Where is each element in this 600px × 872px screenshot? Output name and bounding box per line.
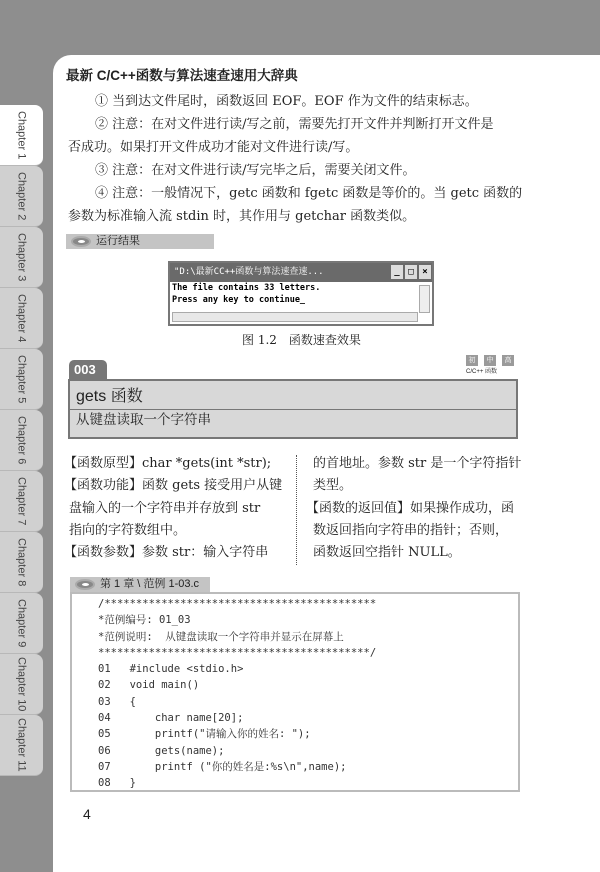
code-file-tab bbox=[70, 577, 210, 592]
code-block bbox=[70, 592, 520, 792]
code-line: 02 void main() bbox=[98, 679, 200, 692]
code-line: 08 } bbox=[98, 777, 136, 790]
chapter-tab-5[interactable] bbox=[0, 349, 43, 410]
code-file-label: 第 1 章 \ 范例 1-03.c bbox=[100, 578, 200, 590]
tab-label: Chapter 4 bbox=[15, 293, 28, 343]
text-line: 盘输入的一个字符串并存放到 str bbox=[69, 500, 261, 516]
vertical-scrollbar[interactable] bbox=[419, 285, 430, 313]
code-line: *范例说明: 从键盘读取一个字符串并显示在屏幕上 bbox=[98, 630, 344, 643]
text-line: 【函数的返回值】如果操作成功，函 bbox=[306, 500, 515, 516]
tab-label: Chapter 10 bbox=[15, 656, 28, 712]
beginner-icon: 初 bbox=[466, 355, 478, 366]
console-output bbox=[170, 282, 432, 306]
close-button[interactable]: × bbox=[419, 265, 431, 279]
level-icons bbox=[466, 355, 514, 366]
text-line: 函数返回空指针 NULL。 bbox=[313, 545, 461, 561]
function-header bbox=[68, 379, 518, 439]
run-result-label: 运行结果 bbox=[96, 235, 140, 247]
code-line: 06 gets(name); bbox=[98, 744, 225, 757]
disc-icon bbox=[75, 579, 95, 590]
run-result-bar bbox=[66, 234, 214, 249]
console-line: Press any key to continue_ bbox=[172, 295, 306, 305]
note-2-cont: 否成功。如果打开文件成功才能对文件进行读/写。 bbox=[68, 140, 359, 155]
code-line: 04 char name[20]; bbox=[98, 712, 244, 725]
tab-label: Chapter 1 bbox=[15, 110, 28, 160]
chapter-tab-6[interactable] bbox=[0, 410, 43, 471]
book-title: 最新 C/C++函数与算法速查速用大辞典 bbox=[66, 68, 298, 83]
maximize-button[interactable]: □ bbox=[405, 265, 417, 279]
tab-label: Chapter 11 bbox=[15, 718, 28, 772]
chapter-tab-11[interactable] bbox=[0, 715, 43, 776]
chapter-tab-10[interactable] bbox=[0, 654, 43, 715]
left-column bbox=[64, 453, 294, 564]
function-number: 003 bbox=[69, 360, 107, 379]
code-line: /******************************************* bbox=[98, 598, 377, 610]
notes bbox=[68, 90, 548, 228]
code-line: 07 printf ("你的姓名是:%s\n",name); bbox=[98, 760, 347, 773]
minimize-button[interactable]: _ bbox=[391, 265, 403, 279]
tab-label: Chapter 5 bbox=[15, 354, 28, 404]
chapter-tab-3[interactable] bbox=[0, 227, 43, 288]
chapter-tab-2[interactable] bbox=[0, 166, 43, 227]
page-number: 4 bbox=[83, 806, 91, 822]
tab-label: Chapter 2 bbox=[15, 171, 28, 221]
code-line: 05 printf("请输入你的姓名: "); bbox=[98, 728, 311, 741]
intermediate-icon: 中 bbox=[484, 355, 496, 366]
note-1: ① 当到达文件尾时，函数返回 EOF。EOF 作为文件的结束标志。 bbox=[95, 94, 478, 109]
tab-label: Chapter 3 bbox=[15, 232, 28, 282]
chapter-tab-7[interactable] bbox=[0, 471, 43, 532]
function-summary: 从键盘读取一个字符串 bbox=[76, 412, 211, 428]
disc-icon bbox=[71, 236, 91, 247]
note-3: ③ 注意：在对文件进行读/写完毕之后，需要关闭文件。 bbox=[95, 163, 416, 178]
right-column bbox=[306, 453, 540, 564]
level-icons-label: C/C++ 函数 bbox=[466, 369, 498, 375]
text-line: 的首地址。参数 str 是一个字符指针 bbox=[313, 456, 522, 471]
console-line: The file contains 33 letters. bbox=[172, 283, 321, 293]
horizontal-scrollbar[interactable] bbox=[172, 312, 418, 322]
note-2: ② 注意：在对文件进行读/写之前，需要先打开文件并判断打开文件是 bbox=[95, 117, 494, 132]
code-line: *******************************************/ bbox=[98, 646, 377, 659]
console-window bbox=[168, 261, 434, 326]
column-divider bbox=[296, 455, 297, 565]
code-line: *范例编号: 01_03 bbox=[98, 614, 191, 627]
tab-label: Chapter 8 bbox=[15, 537, 28, 587]
chapter-tab-1[interactable] bbox=[0, 105, 43, 166]
console-title: "D:\最新CC++函数与算法速查速... bbox=[174, 267, 324, 277]
text-line: 【函数原型】char *gets(int *str); bbox=[64, 456, 272, 471]
tab-label: Chapter 9 bbox=[15, 598, 28, 648]
function-name: gets 函数 bbox=[70, 381, 516, 410]
chapter-tab-9[interactable] bbox=[0, 593, 43, 654]
note-4-cont: 参数为标准输入流 stdin 时，其作用与 getchar 函数类似。 bbox=[68, 209, 416, 224]
text-line: 类型。 bbox=[313, 478, 353, 494]
figure-caption: 图 1.2 函数速查效果 bbox=[242, 333, 361, 347]
text-line: 【函数功能】函数 gets 接受用户从键 bbox=[64, 478, 283, 494]
text-line: 【函数参数】参数 str：输入字符串 bbox=[64, 545, 269, 561]
code-line: 01 #include <stdio.h> bbox=[98, 663, 244, 676]
tab-label: Chapter 7 bbox=[15, 476, 28, 526]
code-line: 03 { bbox=[98, 695, 136, 708]
advanced-icon: 高 bbox=[502, 355, 514, 366]
tab-label: Chapter 6 bbox=[15, 415, 28, 465]
note-4: ④ 注意：一般情况下，getc 函数和 fgetc 函数是等价的。当 getc 函数的 bbox=[95, 186, 523, 201]
chapter-tab-4[interactable] bbox=[0, 288, 43, 349]
console-titlebar bbox=[170, 263, 432, 282]
text-line: 数返回指向字符串的指针；否则， bbox=[313, 522, 509, 538]
text-line: 指向的字符数组中。 bbox=[69, 522, 187, 538]
chapter-tabs bbox=[0, 105, 43, 776]
chapter-tab-8[interactable] bbox=[0, 532, 43, 593]
